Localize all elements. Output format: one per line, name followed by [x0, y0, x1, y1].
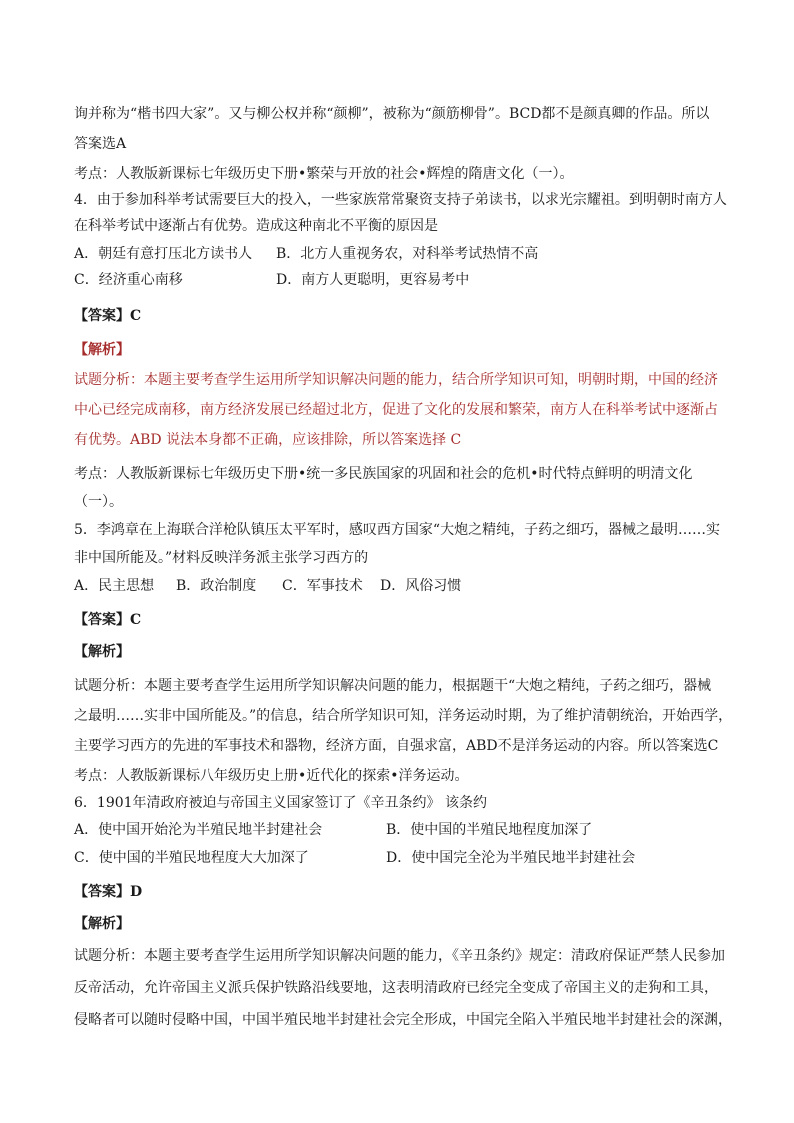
question-5-analysis-heading: 【解析】 — [74, 644, 130, 660]
question-5-kaodian: 考点：人教版新课标八年级历史上册•近代化的探索•洋务运动。 — [74, 768, 469, 784]
question-6-analysis: 侵略者可以随时侵略中国，中国半殖民地半封建社会完全形成，中国完全陷入半殖民地半封建社会的深渊， — [74, 1012, 732, 1028]
question-5-stem: 非中国所能及。”材料反映洋务派主张学习西方的 — [74, 550, 369, 566]
question-6-analysis: 试题分析：本题主要考查学生运用所学知识解决问题的能力，《辛丑条约》规定：清政府保证严禁人民参加 — [74, 948, 725, 964]
question-4-stem: 在科举考试中逐渐占有优势。造成这种南北不平衡的原因是 — [74, 218, 438, 234]
question-5-option-c: C．军事技术 — [282, 578, 363, 594]
question-4-analysis-heading: 【解析】 — [74, 342, 130, 358]
question-4-option-d: D．南方人更聪明，更容易考中 — [276, 272, 470, 288]
question-5-analysis: 主要学习西方的先进的军事技术和器物，经济方面，自强求富，ABD不是洋务运动的内容。所以答案选C — [74, 738, 719, 754]
question-5-analysis: 试题分析：本题主要考查学生运用所学知识解决问题的能力，根据题干“大炮之精纯，子药之细巧，器械 — [74, 678, 712, 694]
question-4-option-c: C．经济重心南移 — [74, 272, 183, 288]
question-4-analysis: 中心已经完成南移，南方经济发展已经超过北方，促进了文化的发展和繁荣，南方人在科举考试中逐渐占 — [74, 402, 718, 418]
question-5-option-a: A．民主思想 — [74, 578, 155, 594]
text-line: 答案选A — [74, 136, 127, 152]
question-4-stem: 4．由于参加科举考试需要巨大的投入，一些家族常常聚资支持子弟读书，以求光宗耀祖。到明朝时南方人 — [74, 192, 727, 208]
text-line: 询并称为“楷书四大家”。又与柳公权并称“颜柳”，被称为“颜筋柳骨”。BCD都不是颜真卿的作品。所以 — [74, 106, 710, 122]
question-5-option-d: D．风俗习惯 — [380, 578, 462, 594]
question-5-stem: 5．李鸿章在上海联合洋枪队镇压太平军时，感叹西方国家“大炮之精纯，子药之细巧，器械之最明……实 — [74, 522, 721, 538]
question-6-analysis-heading: 【解析】 — [74, 916, 130, 932]
kaodian-line: 考点：人教版新课标七年级历史下册•繁荣与开放的社会•辉煌的隋唐文化（一）。 — [74, 166, 574, 182]
question-6-option-a: A．使中国开始沦为半殖民地半封建社会 — [74, 822, 323, 838]
question-6-analysis: 反帝活动，允许帝国主义派兵保护铁路沿线要地，这表明清政府已经完全变成了帝国主义的走狗和工具， — [74, 980, 718, 996]
question-4-analysis: 有优势。ABD 说法本身都不正确，应该排除，所以答案选择 C — [74, 432, 462, 448]
question-4-kaodian: 考点：人教版新课标七年级历史下册•统一多民族国家的巩固和社会的危机•时代特点鲜明的明清文化 — [74, 466, 693, 482]
question-6-option-d: D．使中国完全沦为半殖民地半封建社会 — [386, 850, 636, 866]
question-6-option-c: C．使中国的半殖民地程度大大加深了 — [74, 850, 309, 866]
question-5-answer: 【答案】C — [74, 612, 142, 628]
question-4-kaodian: （一）。 — [74, 494, 123, 510]
question-6-option-b: B．使中国的半殖民地程度加深了 — [386, 822, 593, 838]
question-5-analysis: 之最明……实非中国所能及。”的信息，结合所学知识可知，洋务运动时期，为了维护清朝统治，开始西学， — [74, 708, 733, 724]
question-4-answer: 【答案】C — [74, 308, 142, 324]
question-6-answer: 【答案】D — [74, 884, 143, 900]
question-5-option-b: B．政治制度 — [176, 578, 257, 594]
question-4-option-a: A．朝廷有意打压北方读书人 — [74, 246, 253, 262]
question-4-analysis: 试题分析：本题主要考查学生运用所学知识解决问题的能力，结合所学知识可知，明朝时期，中国的经济 — [74, 372, 718, 388]
question-6-stem: 6．1901年清政府被迫与帝国主义国家签订了《辛丑条约》 该条约 — [74, 795, 487, 811]
question-4-option-b: B．北方人重视务农，对科举考试热情不高 — [276, 246, 539, 262]
